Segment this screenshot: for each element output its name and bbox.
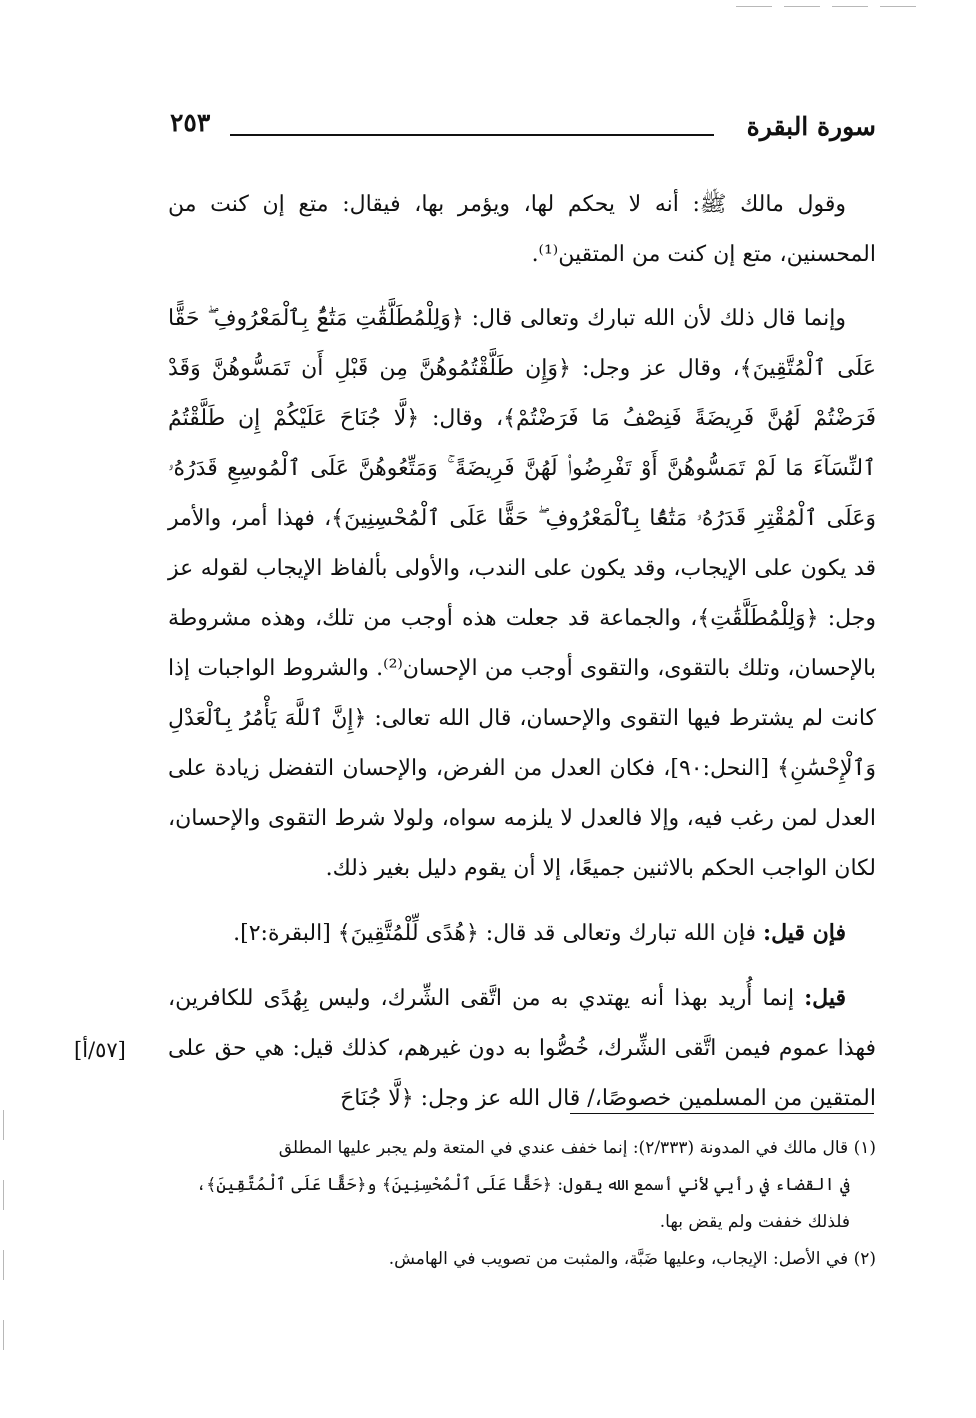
running-header	[170, 108, 876, 148]
header-rule	[230, 134, 714, 136]
left-edge-line	[3, 1180, 4, 1210]
question-text: فإن الله تبارك وتعالى قد قال: ﴿هُدًى لِّلْمُتَّقِينَ﴾ [البقرة:٢].	[233, 921, 764, 946]
paragraph: وقول مالك ﷺ: أنه لا يحكم لها، ويؤمر بها، فيقال: متع إن كنت من المحسنين، متع إن كنت من المتقين⁽¹⁾.	[168, 192, 876, 267]
top-edge-line	[880, 6, 916, 7]
footnote-1-line-2: في القضاء في رأيي لأني أسمع الله يقول: ﴿حَقًّا عَلَى ٱلْمُحْسِنِينَ﴾ و﴿حَقًّا عَلَى ٱلْمُتَّقِينَ﴾،	[196, 1175, 850, 1195]
top-edge-line	[784, 6, 820, 7]
left-edge-line	[3, 1250, 4, 1280]
top-edge-line	[736, 6, 772, 7]
main-text	[168, 180, 876, 1138]
page-number: ٢٥٣	[170, 108, 211, 137]
left-edge-line	[3, 1320, 4, 1350]
footnote-separator	[570, 1113, 874, 1114]
answer-paragraph	[168, 973, 876, 1124]
question-paragraph	[168, 908, 876, 959]
footnotes	[168, 1130, 876, 1278]
answer-label: قيل:	[804, 985, 846, 1011]
paragraph: وإنما قال ذلك لأن الله تبارك وتعالى قال: ﴿وَلِلْمُطَلَّقَٰتِ مَتَٰعٌۢ بِٱلْمَعْرُوفِ ۖ حَقًّا عَلَى ٱلْمُتَّقِينَ﴾، وقال عز وجل: ﴿وَإِن طَلَّقْتُمُوهُنَّ مِن قَبْلِ أَن تَمَسُّوهُنَّ وَقَدْ فَرَضْتُمْ لَهُنَّ فَرِيضَةً فَنِصْفُ مَا فَرَضْتُمْ﴾، وقال: ﴿لَّا جُنَاحَ عَلَيْكُمْ إِن طَلَّقْتُمُ ٱلنِّسَآءَ مَا لَمْ تَمَسُّوهُنَّ أَوْ تَفْرِضُوا۟ لَهُنَّ فَرِيضَةً ۚ وَمَتِّعُوهُنَّ عَلَى ٱلْمُوسِعِ قَدَرُهُۥ وَعَلَى ٱلْمُقْتِرِ قَدَرُهُۥ مَتَٰعًۢا بِٱلْمَعْرُوفِ ۖ حَقًّا عَلَى ٱلْمُحْسِنِينَ﴾، فهذا أمر، والأمر قد يكون على الإيجاب، وقد يكون على الندب، والأولى بألفاظ الإيجاب لقوله عز وجل: ﴿وَلِلْمُطَلَّقَٰتِ﴾، والجماعة قد جعلت هذه أوجب من تلك، وهذه مشروطة بالإحسان، وتلك بالتقوى، والتقوى أوجب من الإحسان⁽²⁾. والشروط الواجبات إذا كانت لم يشترط فيها التقوى والإحسان، قال الله تعالى: ﴿إِنَّ ٱللَّهَ يَأْمُرُ بِٱلْعَدْلِ وَٱلْإِحْسَٰنِ﴾ [النحل:٩٠]، فكان العدل من الفرض، والإحسان التفضل زيادة على العدل لمن رغب فيه، وإلا فالعدل لا يلزمه سواه، ولولا شرط التقوى والإحسان، لكان الواجب الحكم بالاثنين جميعًا، إلا أن يقوم دليل بغير ذلك.	[168, 306, 877, 881]
top-edge-line	[832, 6, 868, 7]
surah-title: سورة البقرة	[746, 112, 876, 141]
footnote-2: (٢) في الأصل: الإيجاب، وعليها ضَبَّة، والمثبت من تصويب في الهامش.	[388, 1249, 876, 1269]
manuscript-folio-reference: [٥٧/أ]	[74, 1038, 126, 1062]
question-label: فإن قيل:	[763, 920, 846, 946]
footnote-1-line-1: (١) قال مالك في المدونة (٢/٣٣٣): إنما خفف عندي في المتعة ولم يجبر عليها المطلق	[278, 1138, 876, 1158]
footnote-1-line-3: فلذلك خففت ولم يقض بها.	[659, 1212, 850, 1232]
left-edge-line	[3, 1110, 4, 1140]
answer-text: إنما أُريد بهذا أنه يهتدي به من اتَّقى الشِّرك، وليس بِهُدًى للكافرين، فهذا عموم فيمن اتَّقى الشِّرك، خُصُّوا به دون غيرهم، كذلك قيل: هي حق على المتقين من المسلمين خصوصًا،/ قال الله عز وجل: ﴿لَّا جُنَاحَ	[168, 986, 876, 1111]
